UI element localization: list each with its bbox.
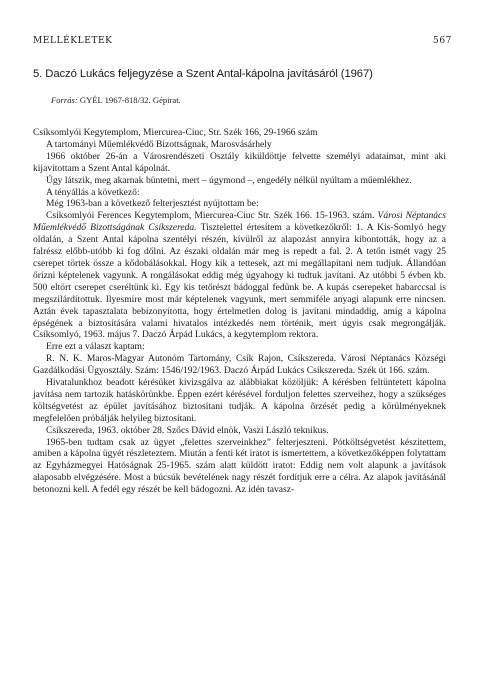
body-paragraph: [33, 353, 446, 377]
source-text: GYÉL 1967-818/32. Gépirat.: [77, 95, 181, 105]
body-paragraph: [33, 187, 446, 199]
running-head-section: MELLÉKLETEK: [33, 36, 113, 46]
body-paragraph: [33, 151, 446, 175]
paragraph-text: Csíkszereda, 1963. október 28. Szőcs Dávid elnök, Vaszi László teknikus.: [46, 424, 329, 436]
document-body: [33, 120, 446, 496]
paragraph-text: 1965-ben tudtam csak az ügyet „felettes szerveinkhez” felterjeszteni. Pótköltségvetést készítettem, amiben a kápolna ügyét részleteztem. Miután a fenti két iratot is ismertettem, a következőképpen folytattam az Egyházmegyei Hatóságnak 25-1965. szám alatt küldött iratot: Eddig nem volt alapunk a javítások alaposabb elvégzésére. Most a búcsúk bevételének nagy részét fordítjuk erre a célra. Az alapok javításánál betonozni kell. A fedél egy részét be kell bádogozni. Az idén tavasz-: [33, 436, 446, 496]
paragraph-text: 1966 október 26-án a Városrendészeti Osztály kiküldöttje felvette személyi adataimat, mint aki kijavítottam a Szent Antal kápolnát.: [33, 150, 446, 174]
paragraph-text: Úgy látszik, meg akarnak büntetni, mert – úgymond –, engedély nélkül nyúltam a műemlékhez.: [46, 174, 412, 186]
body-paragraph: [33, 377, 446, 425]
paragraph-italic-text: Városi Néptanács Műemlékvédő Bizottságának Csíkszereda.: [33, 210, 446, 234]
body-paragraph: [33, 175, 446, 187]
body-paragraph: [33, 127, 446, 139]
paragraph-text: R. N. K. Maros-Magyar Autonóm Tartomány, Csík Rajon, Csíkszereda. Városi Néptanács Községi Gazdálkodási Ügyosztály. Szám: 1546/192/1963. Daczó Árpád Lukács Csíkszereda. Szék út 166. szám.: [33, 353, 446, 377]
body-paragraph: [33, 425, 446, 437]
body-paragraph: [33, 437, 446, 497]
paragraph-text: A tartományi Műemlékvédő Bizottságnak, Marosvásárhely: [46, 138, 272, 150]
source-line: [51, 95, 181, 105]
body-paragraph: [33, 139, 446, 151]
paragraph-text: A tényállás a következő:: [46, 186, 140, 198]
page-number: 567: [433, 36, 452, 46]
paragraph-text: Még 1963-ban a következő felterjesztést nyújtottam be:: [46, 198, 259, 210]
paragraph-text-continued: Tisztelettel értesítem a következőkről: 1. A Kis-Somlyó hegy oldalán, a Szent Antal kápolna szentélyi részén, kívülről az alapozást annyira kibontották, hogy az a falréssz előbb-utóbb ki fog dőlni. Az északi oldalán már meg is repedt a fal. 2. A tetőn ismét vagy 25 cserepet törtek össze a kődobálásokkal. Hogy kik a tettesek, azt mi megállapítani nem tudjuk. Állandóan őrizni képtelenek vagyunk. A rongálásokat eddig még úgyahogy ki tudtuk javítani. Az utóbbi 5 évben kb. 500 eltört cserepet cseréltünk ki. Egy kis tetőrészt bádoggal fedünk be. A kupás cserepeket habarccsal is megszilárdítottuk. Ilyesmire most már képtelenek vagyunk, mert semmiféle anyagi alapunk erre nincsen. Aztán évek tapasztalata bebizonyította, hogy értelmetlen dolog is javítani mindaddig, amíg a kápolna épségének a biztosítására valami hivatalos intézkedés nem történik, mert úgyis csak megrongálják. Csíksomlyó, 1963. május 7. Daczó Árpád Lukács, a kegytemplom rektora.: [33, 222, 447, 341]
document-heading: 5. Daczó Lukács feljegyzése a Szent Antal-kápolna javításáról (1967): [33, 68, 373, 80]
body-paragraph: [33, 341, 446, 353]
body-paragraph: [33, 210, 446, 341]
paragraph-text: Csíksomlyói Kegytemplom, Miercurea-Ciuc, Str. Szék 166, 29-1966 szám: [33, 127, 318, 138]
paragraph-text: Csíksomlyói Ferences Kegytemplom, Miercurea-Ciuc Str. Szék 166. 15-1963. szám.: [46, 210, 375, 222]
running-head: [33, 36, 452, 50]
paragraph-text: Hivatalunkhoz beadott kérésüket kivizsgálva az alábbiakat közöljük: A kérésben feltüntetett kápolna javítása nem tartozik hatáskörünkbe. Éppen ezért kérésével forduljon felettes szerveihez, hogy a szükséges költségvetést az épület javításához biztosítani tudják. A kápolna őrzését pedig a körülményeknek megfelelően próbálják helyileg biztosítani.: [33, 377, 446, 424]
body-paragraph: [33, 198, 446, 210]
source-label: Forrás:: [51, 95, 78, 105]
paragraph-text: Erre ezt a választ kaptam:: [46, 341, 145, 353]
